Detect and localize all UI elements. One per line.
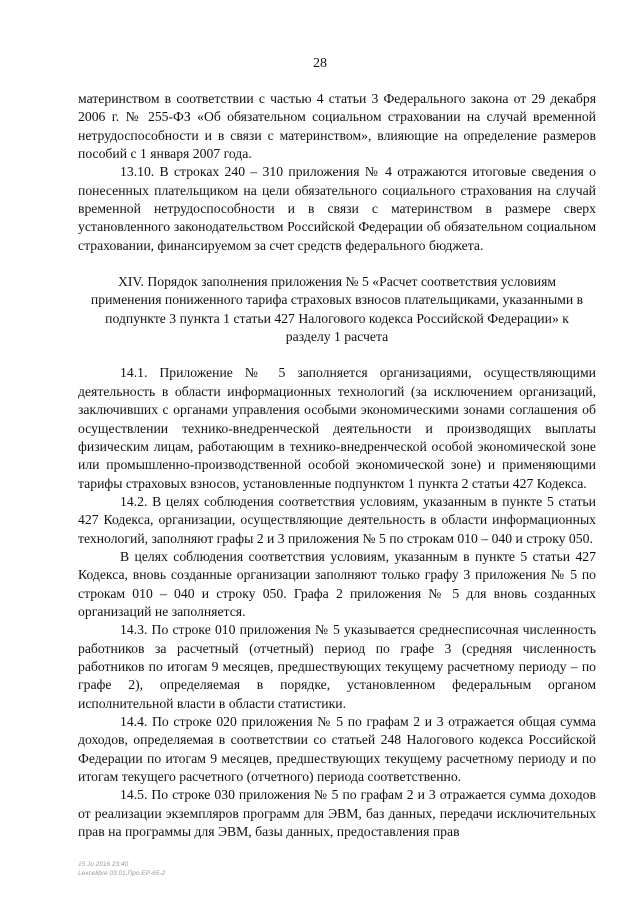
paragraph-14-2-continued: В целях соблюдения соответствия условиям, указанным в пункте 5 статьи 427 Кодекса, вновь созданные организации заполняют только графу 3 приложения № 5 по строкам 010 – 040 и строку 050. Графа 2 приложения № 5 для вновь созданных организаций не заполняется. xyxy=(78,548,596,619)
paragraph-14-5: 14.5. По строке 030 приложения № 5 по графам 2 и 3 отражается сумма доходов от реализации экземпляров программ для ЭВМ, баз данных, передачи исключительных прав на программы для ЭВМ, базы данных, предоставления прав xyxy=(78,787,596,840)
page-number: 28 xyxy=(313,56,327,71)
paragraph-14-1: 14.1. Приложение № 5 заполняется организациями, осуществляющими деятельность в области информационных технологий (за исключением организаций, заключивших с органами управления особыми экономическими зонами соглашения об осуществлении технико-внедренческой деятельности и производящих выплаты физическим лицам, работающим в технико-внедренческой особой экономической зоне или промышленно-производственной особой экономической зоне) и применяющими тарифы страховых взносов, установленные подпунктом 1 пункта 2 статьи 427 Кодекса. xyxy=(78,365,596,491)
paragraph-14-3: 14.3. По строке 010 приложения № 5 указывается среднесписочная численность работников за расчетный (отчетный) период по графе 3 (средняя численность работников по итогам 9 месяцев, предшествующих текущему расчетному периоду – по графе 2), определяемая в порядке, установленном федеральным органом исполнительной власти в области статистики. xyxy=(78,622,596,711)
paragraph-14-2: 14.2. В целях соблюдения соответствия условиям, указанным в пункте 5 статьи 427 Кодекса, организации, осуществляющие деятельность в области информационных технологий, заполняют графы 2 и 3 приложения № 5 по строкам 010 – 040 и строку 050. xyxy=(78,493,596,546)
document-body xyxy=(78,90,596,841)
footer-stamp-line-1: 15 Ju 2016 23:40 xyxy=(78,861,129,868)
section-heading-xiv: XIV. Порядок заполнения приложения № 5 «Расчет соответствия условиям применения пониженного тарифа страховых взносов плательщиками, указанными в подпункте 3 пункта 1 статьи 427 Налогового кодекса Российской Федерации» к разделу 1 расчета xyxy=(90,274,584,345)
paragraph-continuation: материнством в соответствии с частью 4 статьи 3 Федерального закона от 29 декабря 2006 г. № 255-ФЗ «Об обязательном социальном страховании на случай временной нетрудоспособности и в связи с материнством», влияющие на определение размеров пособий с 1 января 2007 года. xyxy=(78,91,596,162)
footer-stamp xyxy=(78,860,165,878)
footer-stamp-line-2: Lexcelibre 03.01.Про ЕР-65-2 xyxy=(78,870,166,877)
paragraph-13-10: 13.10. В строках 240 – 310 приложения № 4 отражаются итоговые сведения о понесенных плательщиком на цели обязательного социального страхования на случай временной нетрудоспособности и в связи с материнством в размере сверх установленного законодательством Российской Федерации об обязательном социальном страховании, финансируемом за счет средств федерального бюджета. xyxy=(78,164,596,253)
paragraph-14-4: 14.4. По строке 020 приложения № 5 по графам 2 и 3 отражается общая сумма доходов, определяемая в соответствии со статьей 248 Налогового кодекса Российской Федерации по итогам 9 месяцев, предшествующих текущему расчетному периоду и по итогам текущего расчетного (отчетного) периода соответственно. xyxy=(78,714,596,785)
